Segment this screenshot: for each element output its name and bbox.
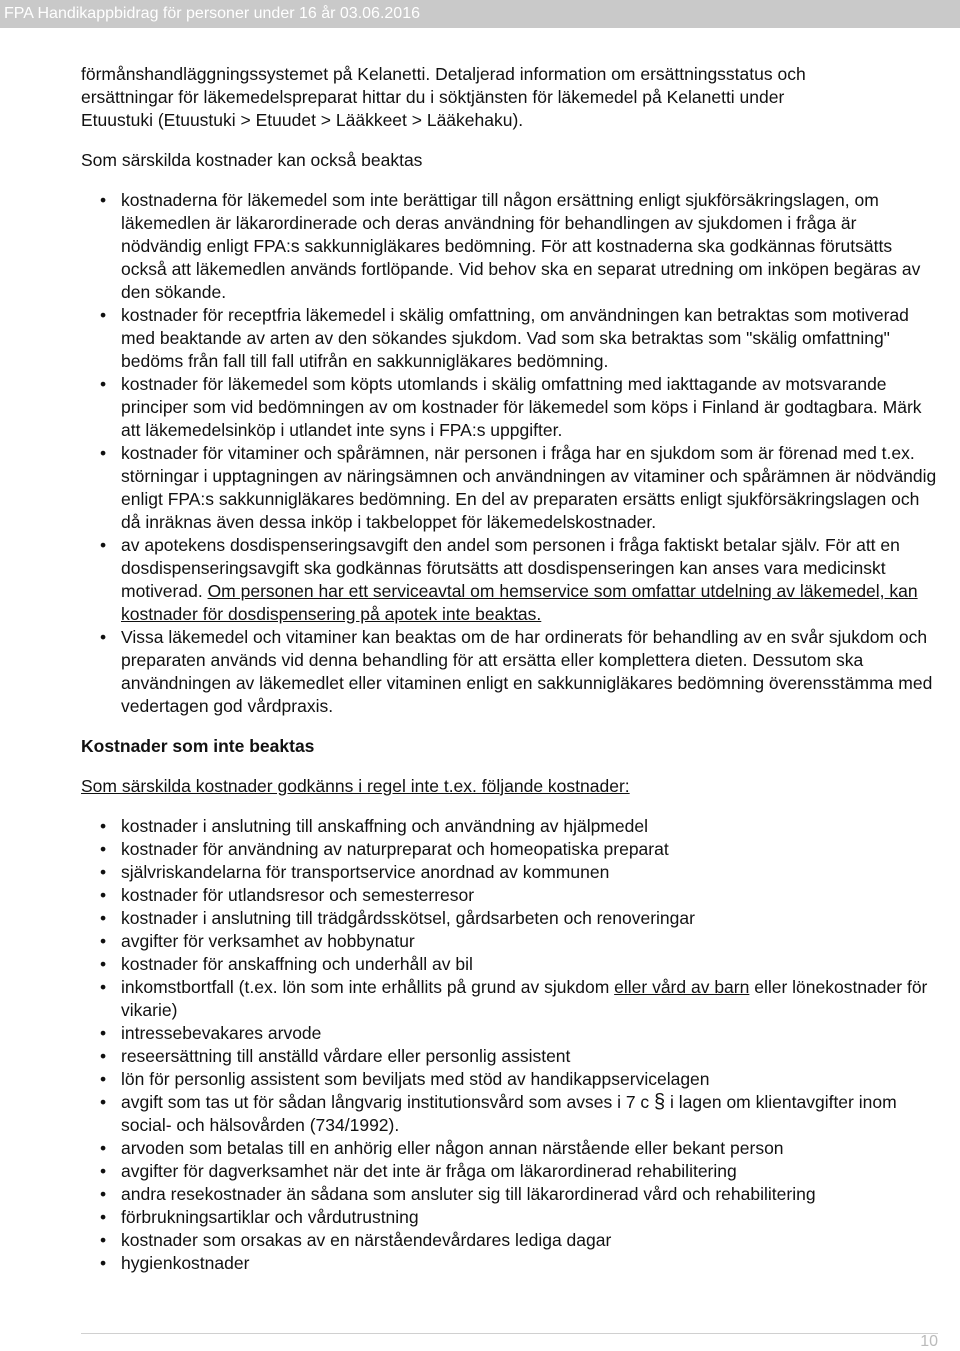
list-item: • kostnader som orsakas av en närståendevårdares lediga dagar [81, 1229, 941, 1252]
underlined-note: Om personen har ett serviceavtal om hemservice som omfattar utdelning av läkemedel, kan kostnader för dosdispensering på apotek inte beaktas. [121, 581, 918, 624]
list-item: • lön för personlig assistent som beviljats med stöd av handikappservicelagen [81, 1068, 941, 1091]
list-item: • Vissa läkemedel och vitaminer kan beaktas om de har ordinerats för behandling av en svår sjukdom och preparaten används vid denna behandling för att ersätta eller komplettera dieten. Dessutom ska användningen av läkemedlet eller vitaminen enligt en sakkunnigläkares bedömning överensstämma med vedertagen god vårdpraxis. [81, 626, 941, 718]
section2-lead: Som särskilda kostnader godkänns i regel inte t.ex. följande kostnader: [81, 776, 630, 796]
list-item: • kostnader för läkemedel som köpts utomlands i skälig omfattning med iakttagande av motsvarande principer som vid bedömningen av om kostnader för läkemedel som köps i Finland är godtagbara. Märk att läkemedelsinköp i utlandet inte syns i FPA:s uppgifter. [81, 373, 941, 442]
footer-divider [81, 1333, 938, 1334]
section2-heading: Kostnader som inte beaktas [81, 736, 315, 756]
list-item: • andra resekostnader än sådana som ansluter sig till läkarordinerad vård och rehabilitering [81, 1183, 941, 1206]
list-item: • reseersättning till anställd vårdare eller personlig assistent [81, 1045, 941, 1068]
list-item: • av apotekens dosdispenseringsavgift den andel som personen i fråga faktiskt betalar själv. För att en dosdispenseringsavgift ska godkännas förutsätts att dosdispenseringen kan anses vara medicinskt motiverad. Om personen har ett serviceavtal om hemservice som omfattar utdelning av läkemedel, kan kostnader för dosdispensering på apotek inte beaktas. [81, 534, 941, 626]
list-item: • avgifter för verksamhet av hobbynatur [81, 930, 941, 953]
section1-lead: Som särskilda kostnader kan också beaktas [81, 150, 423, 170]
list-item: • självriskandelarna för transportservice anordnad av kommunen [81, 861, 941, 884]
list-item: • kostnader för anskaffning och underhåll av bil [81, 953, 941, 976]
list-item: • kostnader i anslutning till anskaffning och användning av hjälpmedel [81, 815, 941, 838]
header-title: FPA Handikappbidrag för personer under 16 år 03.06.2016 [4, 5, 420, 22]
document-header [0, 0, 960, 28]
intro-paragraph: förmånshandläggningssystemet på Kelanetti. Detaljerad information om ersättningsstatus och ersättningar för läkemedelspreparat hittar du i söktjänsten för läkemedel på Kelanetti under Etuustuki (Etuustuki > Etuudet > Lääkkeet > Lääkehaku). [81, 64, 806, 130]
section2-list [81, 815, 941, 1275]
list-item: • kostnader för vitaminer och spårämnen, när personen i fråga har en sjukdom som är förenad med t.ex. störningar i upptagningen av näringsämnen och användningen av vitaminer och spårämnen är nödvändig enligt FPA:s sakkunnigläkares bedömning. En del av preparaten ersätts enligt sjukförsäkringslagen och då inräknas även dessa inköp i takbeloppet för läkemedelskostnader. [81, 442, 941, 534]
document-body [81, 63, 941, 1275]
list-item: • inkomstbortfall (t.ex. lön som inte erhållits på grund av sjukdom eller vård av barn eller lönekostnader för vikarie) [81, 976, 941, 1022]
list-item: • hygienkostnader [81, 1252, 941, 1275]
list-item: • arvoden som betalas till en anhörig eller någon annan närstående eller bekant person [81, 1137, 941, 1160]
section-symbol: § [654, 1091, 666, 1113]
list-item: • intressebevakares arvode [81, 1022, 941, 1045]
list-item: • kostnader för användning av naturpreparat och homeopatiska preparat [81, 838, 941, 861]
list-item: • förbrukningsartiklar och vårdutrustning [81, 1206, 941, 1229]
list-item: • avgift som tas ut för sådan långvarig institutionsvård som avses i 7 c § i lagen om klientavgifter inom social- och hälsovården (734/1992). [81, 1091, 941, 1137]
list-item: • kostnader i anslutning till trädgårdsskötsel, gårdsarbeten och renoveringar [81, 907, 941, 930]
underlined-phrase: eller vård av barn [614, 977, 750, 997]
list-item: • kostnader för receptfria läkemedel i skälig omfattning, om användningen kan betraktas som motiverad med beaktande av arten av den sökandes sjukdom. Vad som ska betraktas som "skälig omfattning" bedöms från fall till fall utifrån en sakkunnigläkares bedömning. [81, 304, 941, 373]
section1-list [81, 189, 941, 718]
list-item: • kostnaderna för läkemedel som inte berättigar till någon ersättning enligt sjukförsäkringslagen, om läkemedlen är läkarordinerade och deras användning för behandlingen av sjukdomen i fråga är nödvändig enligt FPA:s sakkunnigläkares bedömning. För att kostnaderna ska godkännas förutsätts också att läkemedlen används fortlöpande. Vid behov ska en separat utredning om inköpen begäras av den sökande. [81, 189, 941, 304]
page-number: 10 [920, 1333, 938, 1350]
list-item: • avgifter för dagverksamhet när det inte är fråga om läkarordinerad rehabilitering [81, 1160, 941, 1183]
list-item: • kostnader för utlandsresor och semesterresor [81, 884, 941, 907]
